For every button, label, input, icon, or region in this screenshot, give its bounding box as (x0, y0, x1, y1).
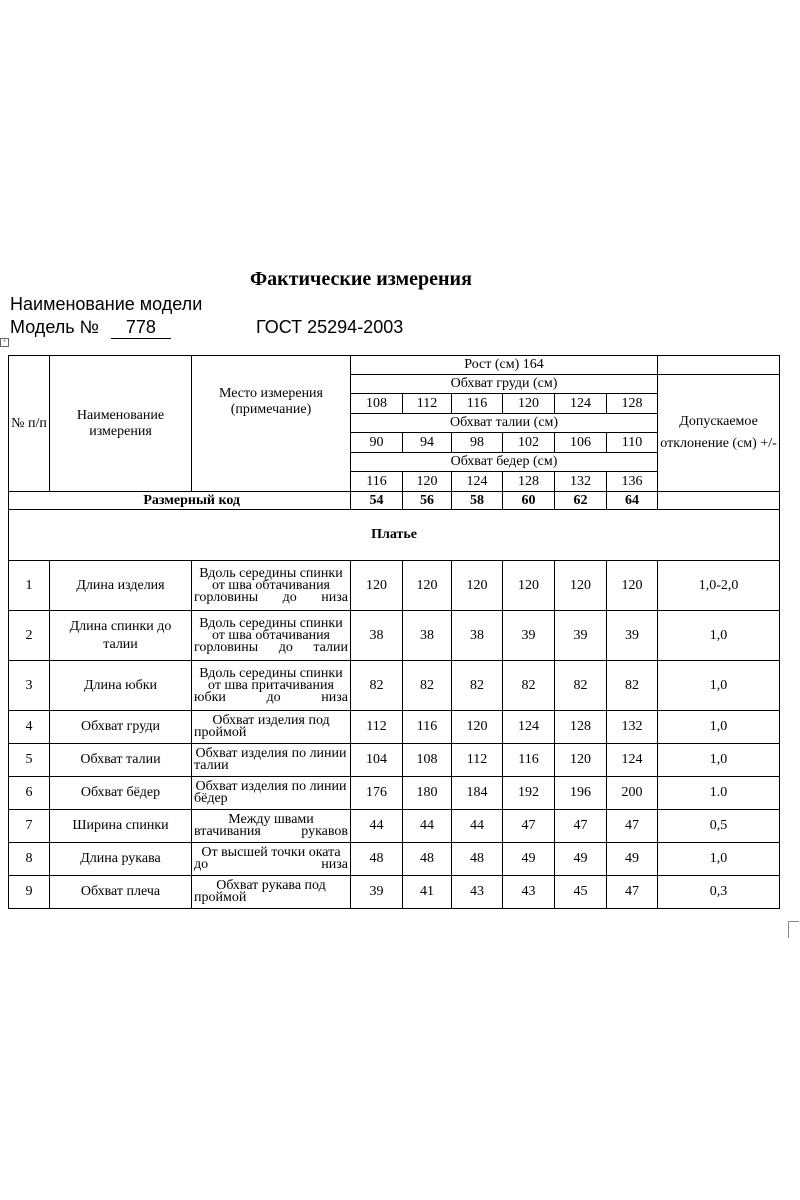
size-code-row (9, 492, 780, 510)
size-code-tolerance-empty (658, 492, 780, 510)
row-number: 4 (9, 711, 50, 744)
measurement-value: 128 (555, 711, 607, 744)
hips-value: 120 (403, 472, 452, 492)
measurement-value: 43 (503, 876, 555, 909)
measurements-table (8, 355, 780, 909)
measurement-value: 49 (503, 843, 555, 876)
measurement-place: От высшей точки оката до низа (192, 843, 351, 876)
measurement-value: 48 (452, 843, 503, 876)
measurement-value: 120 (555, 561, 607, 611)
measurement-value: 180 (403, 777, 452, 810)
waist-label: Обхват талии (см) (351, 414, 658, 433)
measurement-value: 39 (351, 876, 403, 909)
col-header-place: Место измерения (примечание) (192, 356, 351, 492)
measurement-value: 196 (555, 777, 607, 810)
measurement-value: 200 (607, 777, 658, 810)
measurement-value: 49 (555, 843, 607, 876)
chest-label: Обхват груди (см) (351, 375, 658, 394)
height-label: Рост (см) 164 (351, 356, 658, 375)
row-number: 3 (9, 661, 50, 711)
chest-value: 128 (607, 394, 658, 414)
measurement-value: 82 (503, 661, 555, 711)
tolerance-value: 1,0 (658, 744, 780, 777)
table-row (9, 876, 780, 909)
measurement-value: 116 (403, 711, 452, 744)
row-number: 2 (9, 611, 50, 661)
waist-value: 110 (607, 433, 658, 453)
model-line (10, 317, 171, 339)
measurement-value: 48 (403, 843, 452, 876)
measurement-value: 82 (351, 661, 403, 711)
table-row (9, 611, 780, 661)
page-corner-mark (788, 921, 799, 938)
measurement-place: Вдоль середины спинки от шва обтачивания горловины до низа (192, 561, 351, 611)
hips-value: 116 (351, 472, 403, 492)
tolerance-value: 1,0 (658, 711, 780, 744)
measurement-value: 108 (403, 744, 452, 777)
chest-value: 120 (503, 394, 555, 414)
measurement-value: 49 (607, 843, 658, 876)
measurement-value: 124 (607, 744, 658, 777)
col-header-number: № п/п (9, 356, 50, 492)
measurement-value: 47 (607, 810, 658, 843)
measurement-value: 38 (351, 611, 403, 661)
measurement-value: 82 (555, 661, 607, 711)
measurement-value: 82 (403, 661, 452, 711)
hips-value: 136 (607, 472, 658, 492)
measurement-place: Вдоль середины спинки от шва притачивания юбки до низа (192, 661, 351, 711)
measurement-place: Обхват изделия по линии бёдер (192, 777, 351, 810)
measurement-value: 124 (503, 711, 555, 744)
model-name-label: Наименование модели (10, 294, 203, 314)
size-code: 56 (403, 492, 452, 510)
measurement-value: 47 (607, 876, 658, 909)
table-row (9, 777, 780, 810)
measurement-name: Обхват груди (50, 711, 192, 744)
tolerance-value: 1,0 (658, 611, 780, 661)
measurement-value: 116 (503, 744, 555, 777)
measurement-value: 112 (351, 711, 403, 744)
table-row (9, 744, 780, 777)
size-code: 62 (555, 492, 607, 510)
size-code: 54 (351, 492, 403, 510)
measurement-value: 44 (452, 810, 503, 843)
measurement-value: 184 (452, 777, 503, 810)
measurement-name: Длина спинки до талии (50, 611, 192, 661)
measurement-value: 43 (452, 876, 503, 909)
measurement-name: Обхват бёдер (50, 777, 192, 810)
measurement-place: Обхват изделия под проймой (192, 711, 351, 744)
size-code-label: Размерный код (9, 492, 351, 510)
section-title: Платье (9, 510, 780, 561)
measurement-value: 47 (503, 810, 555, 843)
measurement-value: 45 (555, 876, 607, 909)
table-row (9, 810, 780, 843)
tolerance-header-top (658, 356, 780, 375)
model-number: 778 (111, 317, 171, 339)
model-label: Модель № (10, 317, 99, 337)
tolerance-value: 0,5 (658, 810, 780, 843)
measurement-value: 82 (452, 661, 503, 711)
hips-value: 132 (555, 472, 607, 492)
document-title: Фактические измерения (250, 268, 472, 290)
size-code: 58 (452, 492, 503, 510)
col-header-name: Наименование измерения (50, 356, 192, 492)
waist-value: 94 (403, 433, 452, 453)
measurement-place: Вдоль середины спинки от шва обтачивания горловины до талии (192, 611, 351, 661)
measurement-value: 104 (351, 744, 403, 777)
tolerance-value: 1,0 (658, 843, 780, 876)
chest-value: 124 (555, 394, 607, 414)
measurement-place: Между швами втачивания рукавов (192, 810, 351, 843)
hips-label: Обхват бедер (см) (351, 453, 658, 472)
waist-value: 90 (351, 433, 403, 453)
measurement-value: 39 (607, 611, 658, 661)
measurement-value: 82 (607, 661, 658, 711)
gost-standard: ГОСТ 25294-2003 (256, 317, 404, 337)
measurement-name: Длина рукава (50, 843, 192, 876)
row-number: 5 (9, 744, 50, 777)
measurement-name: Ширина спинки (50, 810, 192, 843)
measurement-value: 48 (351, 843, 403, 876)
chest-value: 112 (403, 394, 452, 414)
waist-value: 98 (452, 433, 503, 453)
measurement-name: Длина изделия (50, 561, 192, 611)
measurement-name: Обхват плеча (50, 876, 192, 909)
tolerance-value: 1,0 (658, 661, 780, 711)
table-row (9, 843, 780, 876)
hips-value: 124 (452, 472, 503, 492)
col-header-tolerance: Допускаемое отклонение (см) +/- (658, 375, 780, 492)
measurement-place: Обхват изделия по линии талии (192, 744, 351, 777)
row-number: 6 (9, 777, 50, 810)
size-code: 64 (607, 492, 658, 510)
measurement-value: 44 (403, 810, 452, 843)
chest-value: 108 (351, 394, 403, 414)
row-number: 9 (9, 876, 50, 909)
measurement-value: 44 (351, 810, 403, 843)
chest-value: 116 (452, 394, 503, 414)
row-number: 1 (9, 561, 50, 611)
measurement-value: 132 (607, 711, 658, 744)
measurement-value: 120 (607, 561, 658, 611)
measurement-value: 39 (503, 611, 555, 661)
measurement-value: 39 (555, 611, 607, 661)
measurement-value: 38 (403, 611, 452, 661)
measurement-value: 192 (503, 777, 555, 810)
measurement-value: 112 (452, 744, 503, 777)
row-number: 7 (9, 810, 50, 843)
measurement-value: 176 (351, 777, 403, 810)
measurement-name: Длина юбки (50, 661, 192, 711)
measurement-place: Обхват рукава под проймой (192, 876, 351, 909)
table-row (9, 711, 780, 744)
measurement-name: Обхват талии (50, 744, 192, 777)
tolerance-value: 1.0 (658, 777, 780, 810)
measurement-value: 41 (403, 876, 452, 909)
table-row (9, 661, 780, 711)
measurement-value: 38 (452, 611, 503, 661)
waist-value: 106 (555, 433, 607, 453)
tolerance-value: 1,0-2,0 (658, 561, 780, 611)
row-number: 8 (9, 843, 50, 876)
measurement-value: 120 (452, 561, 503, 611)
measurement-value: 47 (555, 810, 607, 843)
size-code: 60 (503, 492, 555, 510)
measurement-value: 120 (452, 711, 503, 744)
measurement-value: 120 (503, 561, 555, 611)
waist-value: 102 (503, 433, 555, 453)
hips-value: 128 (503, 472, 555, 492)
measurement-value: 120 (403, 561, 452, 611)
tolerance-value: 0,3 (658, 876, 780, 909)
table-row (9, 561, 780, 611)
measurement-value: 120 (351, 561, 403, 611)
table-anchor-icon[interactable]: + (0, 338, 9, 347)
measurement-value: 120 (555, 744, 607, 777)
